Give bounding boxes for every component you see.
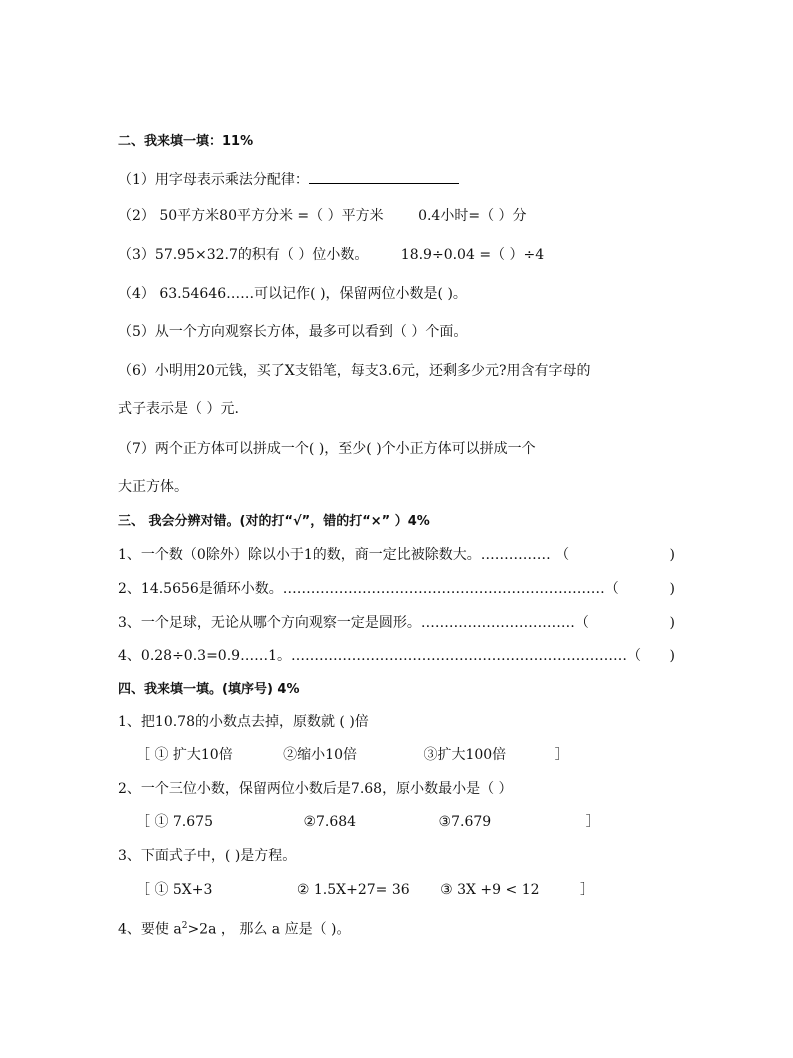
exponent: 2 bbox=[181, 921, 188, 931]
section2-heading: 二、我来填一填：11% bbox=[118, 134, 254, 149]
question-2-1 bbox=[118, 169, 459, 190]
choice-question-4 bbox=[118, 916, 351, 940]
judge-item-1-end: ) bbox=[669, 547, 675, 563]
answer-blank-line bbox=[309, 169, 459, 184]
question-2-2a-text: （2） 50平方米80平方分米 =（ ）平方米 bbox=[118, 208, 384, 224]
judge-item-2-end: ) bbox=[669, 581, 675, 597]
question-2-3b-text: 18.9÷0.04 =（ ）÷4 bbox=[400, 247, 545, 263]
question-2-2 bbox=[118, 206, 527, 226]
option-bracket-close: ］ bbox=[585, 814, 600, 830]
choice-question-4-part-a: 4、要使 a bbox=[118, 921, 182, 938]
option-1: ［ ① 7.675 bbox=[136, 814, 213, 830]
section4-heading: 四、我来填一填。(填序号) 4% bbox=[118, 682, 300, 697]
option-1: ［ ① 扩大10倍 bbox=[136, 747, 233, 763]
option-3: ③7.679 bbox=[438, 814, 492, 830]
question-2-7b: 大正方体。 bbox=[118, 479, 188, 495]
judge-item-2 bbox=[118, 579, 675, 599]
judge-item-1 bbox=[118, 545, 675, 565]
option-2: ② 1.5X+27= 36 bbox=[296, 882, 410, 898]
question-2-3 bbox=[118, 245, 544, 265]
judge-item-4 bbox=[118, 646, 675, 666]
option-3: ③扩大100倍 bbox=[423, 747, 507, 763]
choice-question-3: 3、下面式子中，( )是方程。 bbox=[118, 848, 297, 864]
judge-item-4-end: ) bbox=[669, 648, 675, 664]
judge-item-3 bbox=[118, 613, 675, 633]
judge-item-3-end: ) bbox=[669, 615, 675, 631]
question-2-6b: 式子表示是（ ）元. bbox=[118, 401, 239, 417]
question-2-3a-text: （3）57.95×32.7的积有（ ）位小数。 bbox=[118, 247, 369, 263]
section3-heading: 三、 我会分辨对错。(对的打“√”，错的打“×” ）4% bbox=[118, 514, 430, 529]
choice-question-2: 2、一个三位小数，保留两位小数后是7.68，原小数最小是（ ） bbox=[118, 781, 513, 797]
question-2-5: （5）从一个方向观察长方体，最多可以看到（ ）个面。 bbox=[118, 324, 468, 340]
question-2-2b-text: 0.4小时=（ ）分 bbox=[418, 208, 527, 224]
choice-question-3-options bbox=[136, 880, 594, 900]
option-bracket-close: ］ bbox=[579, 882, 594, 898]
choice-question-1: 1、把10.78的小数点去掉，原数就 ( )倍 bbox=[118, 714, 369, 730]
option-2: ②7.684 bbox=[303, 814, 357, 830]
judge-item-1-text: 1、一个数（0除外）除以小于1的数，商一定比被除数大。…………… （ bbox=[118, 547, 570, 563]
question-2-6a: （6）小明用20元钱，买了X支铅笔，每支3.6元，还剩多少元?用含有字母的 bbox=[118, 363, 591, 379]
choice-question-2-options bbox=[136, 812, 600, 832]
option-3: ③ 3X +9 < 12 bbox=[440, 882, 540, 898]
option-bracket-close: ］ bbox=[554, 747, 569, 763]
question-2-7a: （7）两个正方体可以拼成一个( )，至少( )个小正方体可以拼成一个 bbox=[118, 441, 536, 457]
option-2: ②缩小10倍 bbox=[283, 747, 357, 763]
judge-item-2-text: 2、14.5656是循环小数。……………………………………………………………（ bbox=[118, 581, 619, 597]
judge-item-3-text: 3、一个足球，无论从哪个方向观察一定是圆形。……………………………（ bbox=[118, 615, 589, 631]
option-1: ［ ① 5X+3 bbox=[136, 882, 213, 898]
question-2-1-text: （1）用字母表示乘法分配律： bbox=[118, 172, 309, 188]
question-2-4: （4） 63.54646……可以记作( )，保留两位小数是( )。 bbox=[118, 286, 467, 302]
judge-item-4-text: 4、0.28÷0.3=0.9……1。………………………………………………………………（ bbox=[118, 648, 641, 664]
choice-question-1-options bbox=[136, 745, 569, 765]
choice-question-4-part-b: >2a ， 那么 a 应是（ )。 bbox=[187, 921, 351, 938]
